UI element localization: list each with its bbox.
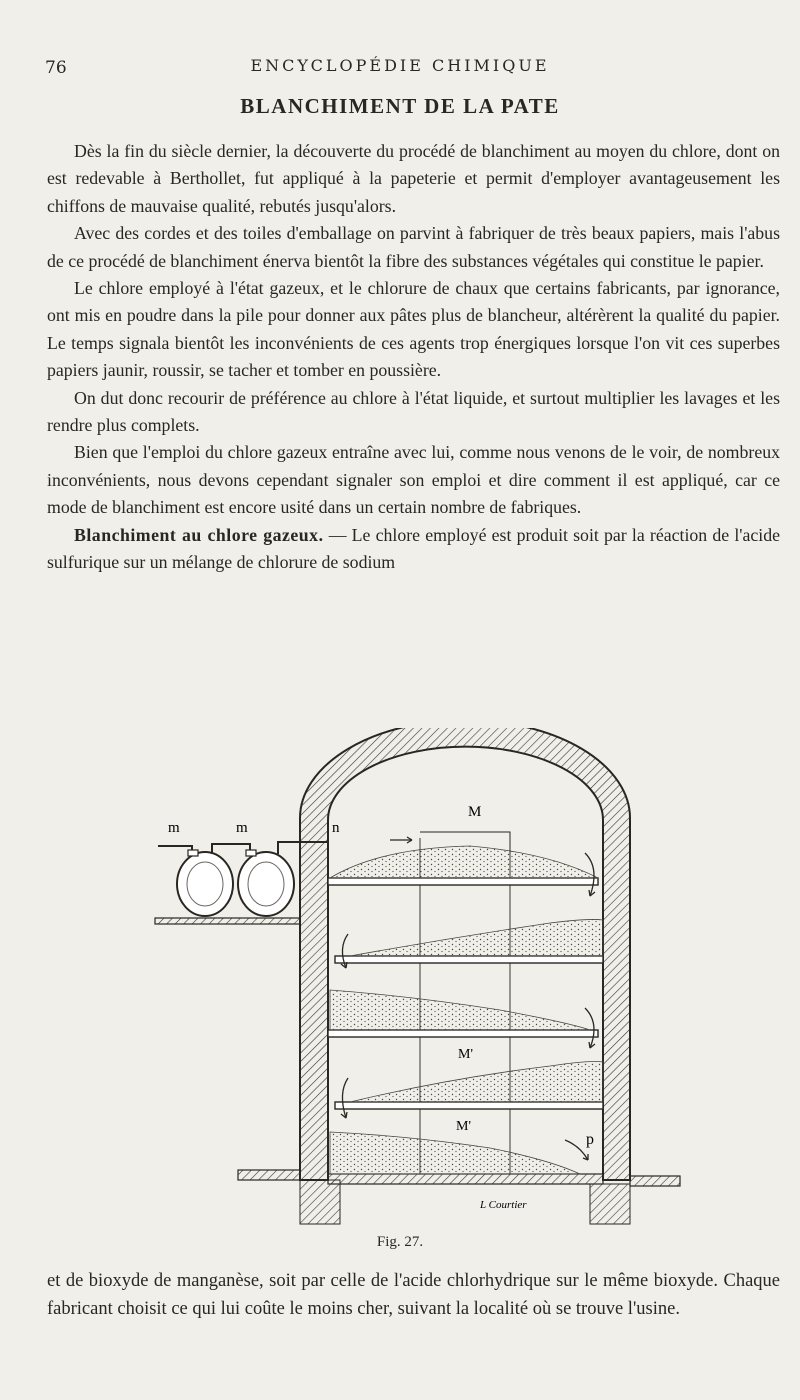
paragraph: Bien que l'emploi du chlore gazeux entraîne avec lui, comme nous venons de le voir, de nombreux inconvénients, nous devons cependant signaler son emploi et dire comment il est appliqué, car ce mode de blanchiment est encore usité dans un certain nombre de fabriques. <box>47 442 780 518</box>
label-M2: M' <box>456 1119 471 1134</box>
shelf-3 <box>328 1030 598 1037</box>
foundation-left <box>300 1180 340 1224</box>
ground-right <box>630 1176 680 1186</box>
paragraph: Avec des cordes et des toiles d'emballage on parvint à fabriquer de très beaux papiers, mais l'abus de ce procédé de blanchiment énerva bientôt la fibre des substances végétales qui constitue le papier. <box>47 223 780 271</box>
label-n: n <box>332 820 340 836</box>
figure-bleaching-chamber <box>150 728 690 1228</box>
paragraph: et de bioxyde de manganèse, soit par celle de l'acide chlorhydrique sur le même bioxyde. Chaque fabricant choisit ce qui lui coûte le moins cher, suivant la localité où se trouve l'usine. <box>47 1271 780 1319</box>
pulp-layer-2 <box>350 919 603 956</box>
bench <box>155 918 300 924</box>
pulp-layer-4 <box>350 1062 603 1103</box>
engraver-signature: L Courtier <box>480 1199 527 1211</box>
page-number: 76 <box>45 58 67 78</box>
paragraph: On dut donc recourir de préférence au chlore à l'état liquide, et surtout multiplier les lavages et les rendre plus complets. <box>47 387 780 436</box>
subsection-paragraph <box>47 522 780 577</box>
label-m1: m <box>168 820 180 836</box>
ground-left <box>238 1170 300 1180</box>
subsection-text: — Le chlore employé est produit soit par la réaction de l'acide sulfurique sur un mélange de chlorure de sodium <box>47 524 780 573</box>
chamber-floor <box>328 1174 603 1184</box>
pulp-layer-3 <box>330 990 590 1030</box>
body-text-bottom <box>47 1268 780 1323</box>
label-M1: M' <box>458 1047 473 1062</box>
pulp-layer-5 <box>330 1132 580 1174</box>
running-head: ENCYCLOPÉDIE CHIMIQUE <box>250 56 550 75</box>
shelf-1 <box>328 878 598 885</box>
label-m2: m <box>236 820 248 836</box>
label-M: M <box>468 804 482 820</box>
section-title: BLANCHIMENT DE LA PATE <box>240 94 560 118</box>
body-text-top <box>47 138 780 577</box>
foundation-right <box>590 1184 630 1224</box>
shelf-4 <box>335 1102 603 1109</box>
label-p: p <box>586 1131 594 1148</box>
subsection-heading: Blanchiment au chlore gazeux. <box>74 524 324 545</box>
figure-caption: Fig. 27. <box>376 1234 424 1250</box>
paragraph: Dès la fin du siècle dernier, la découverte du procédé de blanchiment au moyen du chlore, dont on est redevable à Berthollet, fut appliqué à la papeterie et permit d'employer avantageusement les chiffons de mauvaise qualité, rebutés jusqu'alors. <box>47 141 780 216</box>
shelf-2 <box>335 956 603 963</box>
pulp-layer-1 <box>330 846 598 878</box>
paragraph: Le chlore employé à l'état gazeux, et le chlorure de chaux que certains fabricants, par ignorance, ont mis en poudre dans la pile pour donner aux pâtes plus de blancheur, altérèrent la qualité du papier. Le temps signala bientôt les inconvénients de ces agents trop énergiques lorsque l'on vit ces superbes papiers jaunir, roussir, se tacher et tomber en poussière. <box>47 278 780 381</box>
